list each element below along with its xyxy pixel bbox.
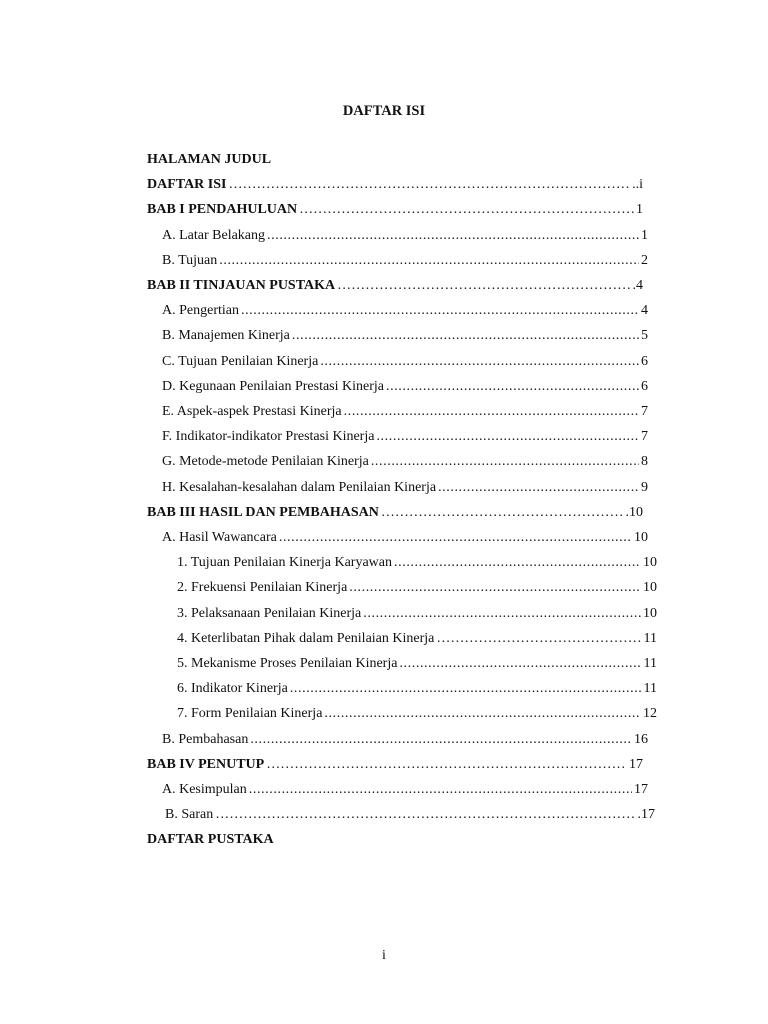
toc-dot-leader [228,176,630,194]
toc-entry-label: B. Saran [165,807,214,823]
toc-entry [162,378,648,396]
toc-entry [162,353,648,371]
toc-entry-page: 11 [643,656,657,671]
toc-entry-label: E. Aspek-aspek Prestasi Kinerja [162,404,342,419]
toc-entry [162,731,648,749]
toc-entry-label: 6. Indikator Kinerja [177,681,288,697]
toc-entry-label: HALAMAN JUDUL [147,152,272,167]
toc-entry-page: 5 [641,328,648,344]
toc-entry-page: 10 [643,580,657,596]
toc-entry-page: 17 [634,782,648,797]
toc-entry [147,504,643,522]
toc-entry-page: 6 [641,378,648,394]
toc-entry-page: 1 [636,202,643,218]
toc-dot-leader [324,705,641,723]
toc-entry-label: F. Indikator-indikator Prestasi Kinerja [162,429,375,445]
toc-entry-page: 10 [634,530,648,545]
toc-entry-page: 11 [643,681,657,697]
toc-dot-leader [292,327,639,345]
toc-entry-label: D. Kegunaan Penilaian Prestasi Kinerja [162,378,384,394]
toc-dot-leader [363,605,641,623]
toc-entry [147,277,643,295]
toc-entry-page: 4 [641,303,648,319]
toc-entry-page: 6 [641,353,648,369]
toc-entry-page: 17 [629,756,643,772]
toc-entry-page: 10 [643,605,657,621]
toc-entry-page: .17 [637,807,655,823]
toc-entry-page: 16 [634,731,648,747]
toc-entry [177,705,657,723]
toc-entry-page: 11 [643,630,657,646]
toc-entry [162,453,648,471]
toc-dot-leader [249,781,632,799]
toc-entry-label: DAFTAR ISI [147,177,227,193]
toc-dot-leader [438,479,639,497]
toc-entry-label: A. Hasil Wawancara [162,530,277,545]
toc-dot-leader [436,630,641,648]
toc-entry [177,630,657,648]
toc-dot-leader [267,227,639,245]
toc-entry [147,176,643,194]
toc-dot-leader [241,302,639,320]
toc-entry-label: H. Kesalahan-kesalahan dalam Penilaian Kinerja [162,479,437,495]
toc-entry-label: DAFTAR PUSTAKA [147,832,274,848]
toc-entry-page: ..i [632,177,643,193]
toc-entry-label: 1. Tujuan Penilaian Kinerja Karyawan [177,555,393,571]
toc-entry-page: 8 [641,454,648,470]
toc-entry-label: C. Tujuan Penilaian Kinerja [162,353,319,369]
toc-entry-page: 1 [641,227,648,243]
toc-dot-leader [215,806,635,824]
toc-dot-leader [337,277,630,295]
toc-entry-page: 7 [641,429,648,445]
toc-entry-label: A. Pengertian [162,303,239,319]
toc-entry-label: 7. Form Penilaian Kinerja [177,706,323,722]
toc-dot-leader [320,353,639,371]
toc-entry-page: 10 [643,555,657,571]
toc-entry-label: B. Tujuan [162,252,218,268]
toc-entry-label: BAB II TINJAUAN PUSTAKA [147,278,336,293]
toc-entry-label: B. Manajemen Kinerja [162,328,290,344]
toc-dot-leader [376,428,639,446]
toc-entry-label: 5. Mekanisme Proses Penilaian Kinerja [177,656,398,671]
toc-dot-leader [349,579,641,597]
toc-entry-page: 12 [643,706,657,722]
toc-dot-leader [371,453,639,471]
toc-entry-label: B. Pembahasan [162,731,249,747]
toc-entry-page: .10 [625,504,643,520]
toc-entry [165,806,655,824]
toc-entry-label: 3. Pelaksanaan Penilaian Kinerja [177,605,362,621]
toc-entry-label: BAB IV PENUTUP [147,756,265,772]
toc-dot-leader [344,403,639,421]
toc-entry [162,252,648,270]
toc-dot-leader [386,378,639,396]
toc-dot-leader [394,554,641,572]
toc-dot-leader [290,680,642,698]
toc-entry [162,327,648,345]
toc-entry [147,151,643,169]
toc-entry [162,479,648,497]
toc-entry-label: BAB III HASIL DAN PEMBAHASAN [147,504,379,520]
toc-entry-label: A. Kesimpulan [162,782,247,797]
toc-entry [177,579,657,597]
toc-entry-label: BAB I PENDAHULUAN [147,202,298,218]
toc-entry [147,201,643,219]
toc-entry [177,655,657,673]
toc-entry [162,403,648,421]
toc-entry [162,428,648,446]
toc-entry-page: 2 [641,252,648,268]
toc-entry-label: 4. Keterlibatan Pihak dalam Penilaian Kinerja [177,630,435,646]
toc-entry [147,756,643,774]
toc-dot-leader [381,504,624,522]
toc-entry [147,831,643,849]
toc-entry [162,227,648,245]
page-title: DAFTAR ISI [342,103,426,119]
toc-entry-label: A. Latar Belakang [162,227,266,243]
toc-dot-leader [399,655,641,673]
toc-entry [162,781,648,799]
toc-entry-page: 9 [641,479,648,495]
toc-entry [177,554,657,572]
toc-entry [162,302,648,320]
toc-entry [162,529,648,547]
toc-dot-leader [279,529,632,547]
toc-entry-label: 2. Frekuensi Penilaian Kinerja [177,580,348,596]
toc-dot-leader [250,731,632,749]
toc-dot-leader [219,252,639,270]
toc-entry [177,605,657,623]
page-number-footer: i [382,948,386,963]
toc-entry-page: .4 [632,278,643,293]
toc-entry-label: G. Metode-metode Penilaian Kinerja [162,454,369,470]
toc-dot-leader [266,756,627,774]
toc-dot-leader [299,201,634,219]
toc-entry-page: 7 [641,404,648,419]
toc-entry [177,680,657,698]
